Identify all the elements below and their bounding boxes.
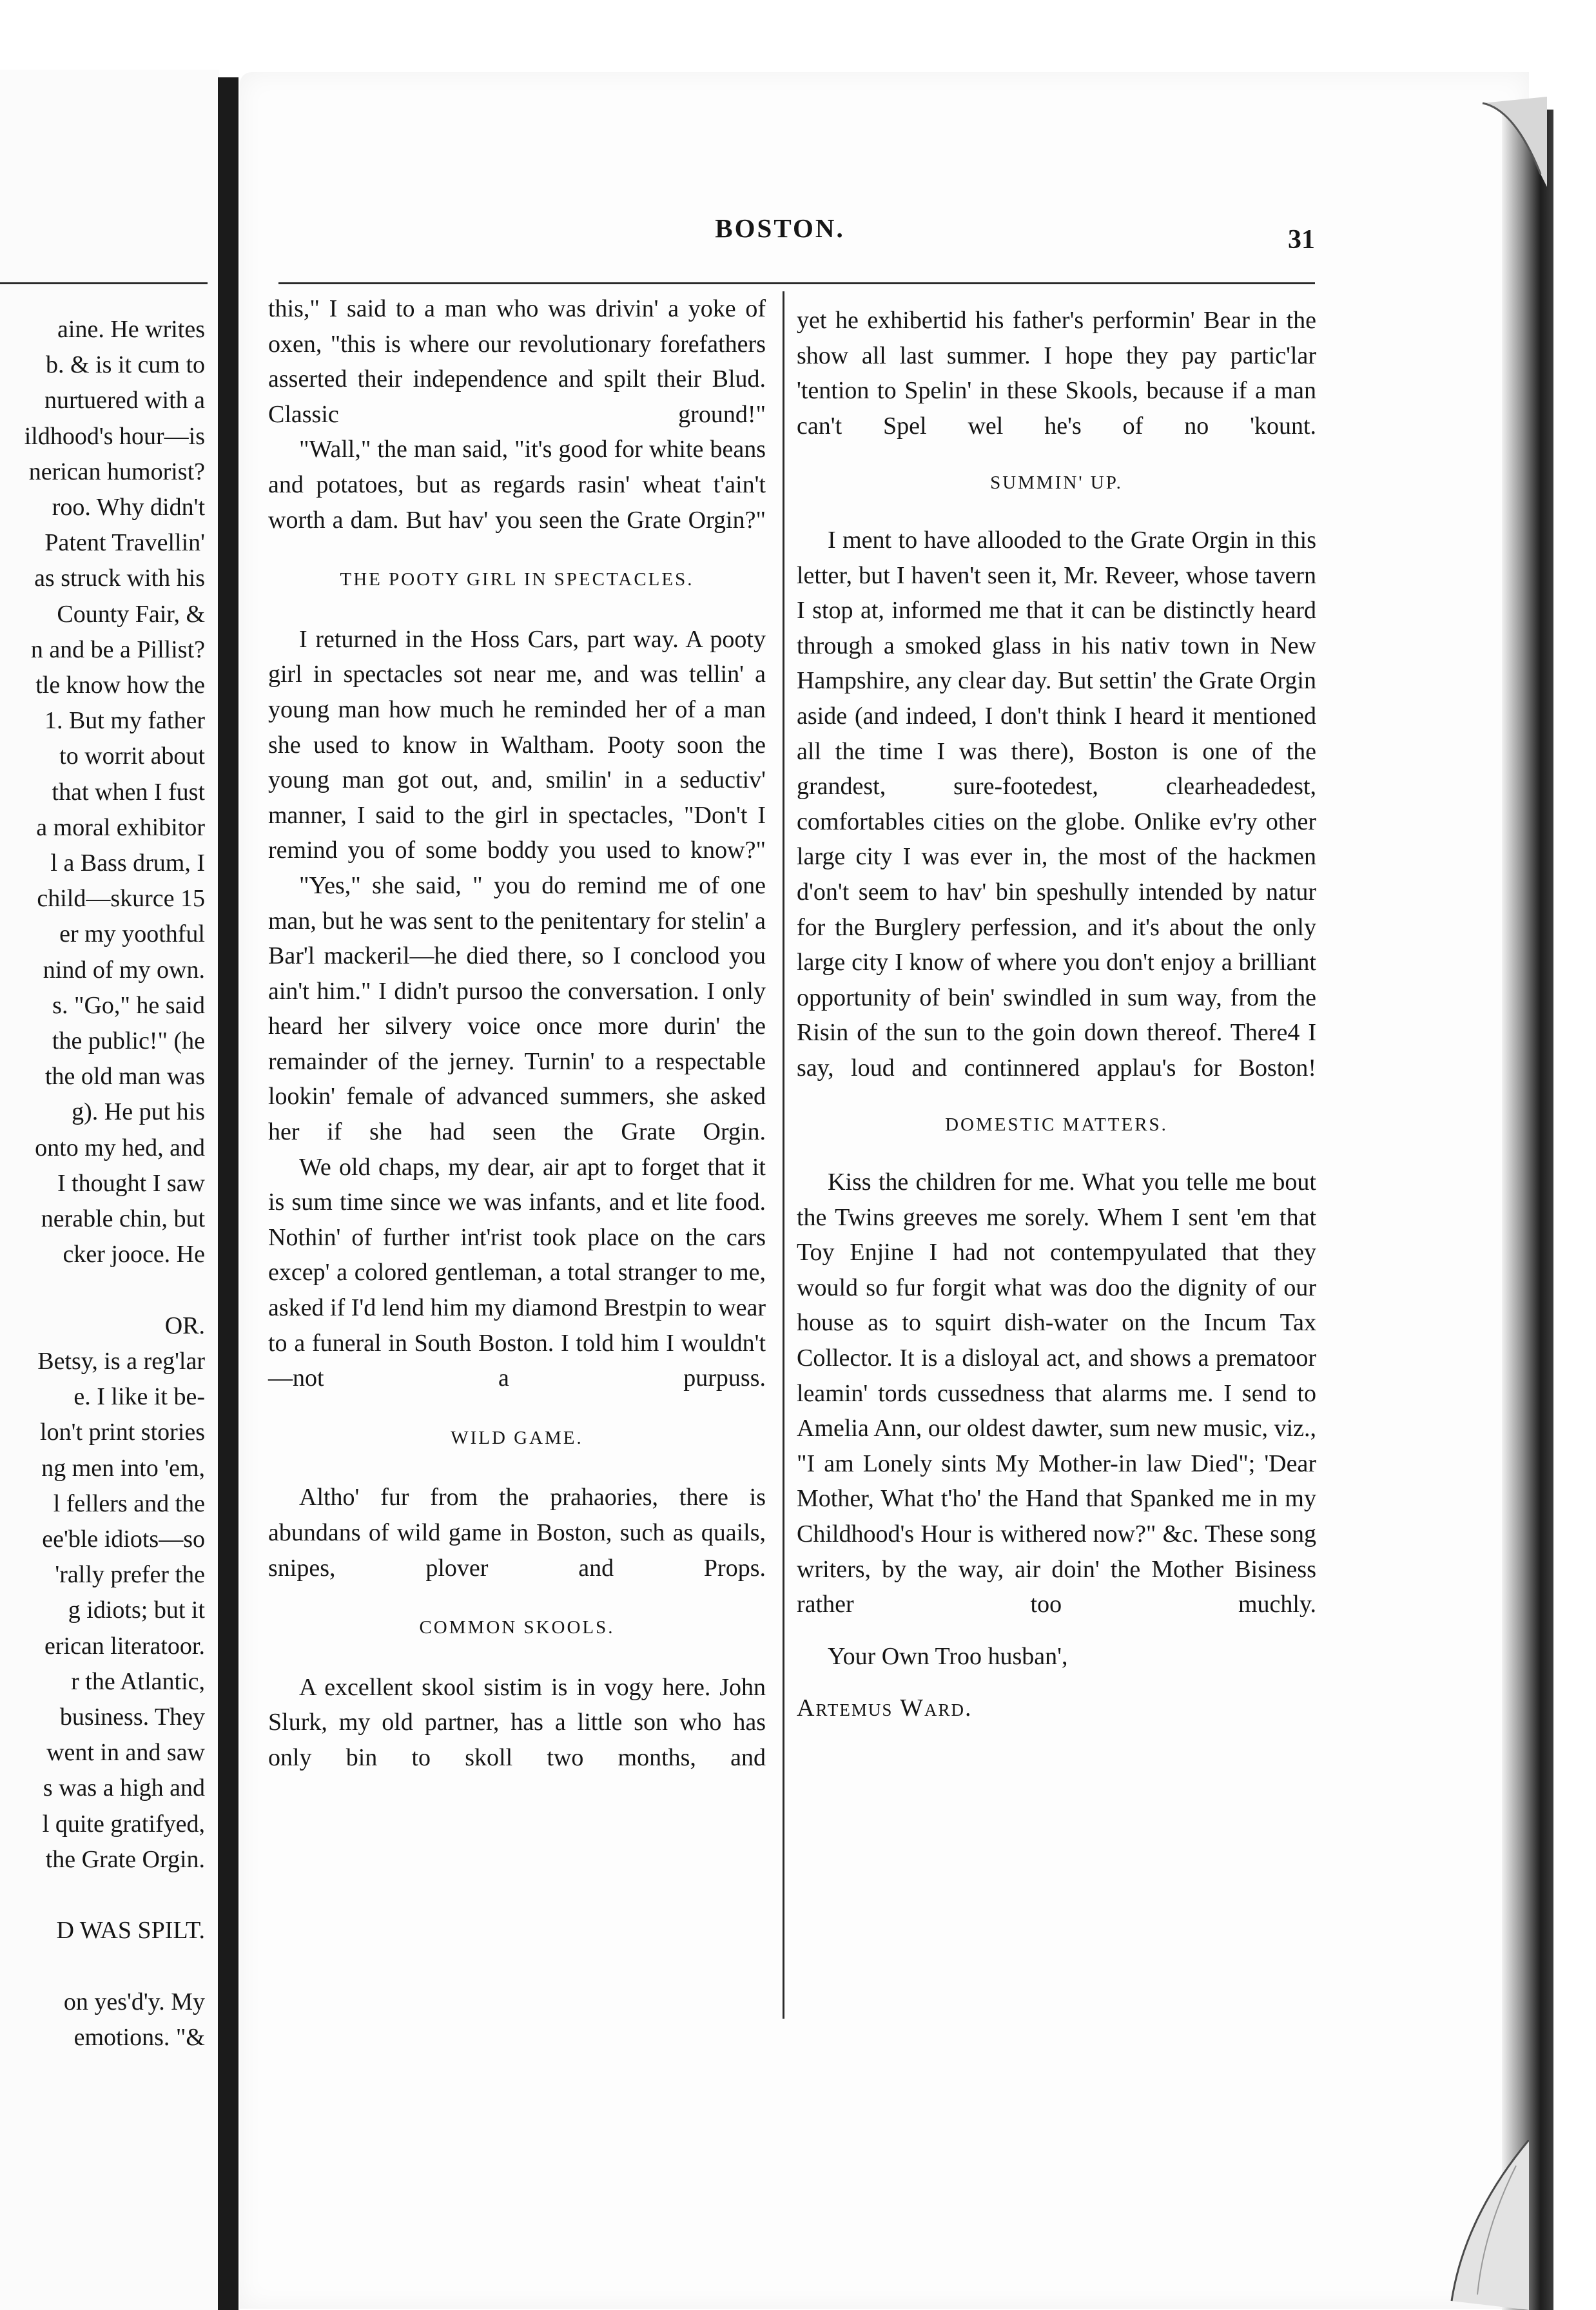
- facing-page-line: [0, 1272, 205, 1308]
- paragraph: yet he exhibertid his father's performin' Bear in the show all last summer. I hope they pay partic'lar 'tention to Spelin' in these Skools, because if a man can't Spel wel he's of no 'kount.: [797, 307, 1316, 440]
- facing-page-line: a moral exhibitor: [36, 813, 205, 841]
- facing-page-line: l fellers and the: [53, 1490, 205, 1517]
- facing-page-line: OR.: [164, 1312, 205, 1339]
- section-heading: WILD GAME.: [451, 1427, 583, 1448]
- facing-page-line: nurtuered with a: [44, 387, 205, 414]
- page-edge-shadow: [1502, 110, 1553, 2310]
- paragraph: "Yes," she said, " you do remind me of one man, but he was sent to the penitentary for stelin' a Bar'l mackeril—he died there, so I conclood you ain't him." I didn't pursoo the conversation. I only heard her silvery voice once more durin' the remainder of the jerney. Turnin' to a respectable lookin' female of advanced summers, she asked her if she had seen the Grate Orgin.: [268, 871, 766, 1146]
- facing-page-line: tle know how the: [35, 672, 205, 699]
- facing-page-line: D WAS SPILT.: [56, 1917, 205, 1945]
- column-divider: [783, 291, 784, 2019]
- paragraph: Altho' fur from the prahaories, there is abundans of wild game in Boston, such as quails, snipes, plover and Props.: [268, 1484, 766, 1582]
- text-column-right: [797, 303, 1316, 1726]
- facing-page-line: onto my hed, and: [35, 1134, 205, 1161]
- facing-page-line: the old man was: [44, 1063, 205, 1091]
- facing-page-line: ee'ble idiots—so: [42, 1525, 205, 1553]
- facing-page-line: roo. Why didn't: [52, 494, 205, 521]
- facing-page-line: [0, 1948, 205, 1984]
- paragraph: Kiss the children for me. What you telle me bout the Twins greeves me sorely. Whem I sent 'em that Toy Enjine I had not contempyulated that they would so fur forgit what was doo the dignity of our house as to squirt dish-water on the Incum Tax Collector. It is a disloyal act, and shows a prematoor leamin' tords cussedness that alarms me. I send to Amelia Ann, our oldest dawter, sum new music, viz., "I am Lonely sints My Mother-in law Died"; 'Dear Mother, What t'ho' the Hand that Spanked me in my Childhood's Hour is withered now?" &c. These song writers, by the way, air doin' the Mother Bisiness rather too muchly.: [797, 1169, 1316, 1618]
- paragraph: We old chaps, my dear, air apt to forget that it is sum time since we was infants, and et lite food. Nothin' of further int'rist took place on the cars excep' a colored gentleman, a total stranger to me, asked if I'd lend him my diamond Brestpin to wear to a funeral in South Boston. I told him I wouldn't—not a purpuss.: [268, 1153, 766, 1392]
- facing-page-line: s. "Go," he said: [52, 991, 205, 1019]
- facing-page-line: nerable chin, but: [41, 1205, 205, 1233]
- facing-page-line: erican literatoor.: [44, 1632, 205, 1660]
- facing-page-line: nerican humorist?: [28, 458, 205, 485]
- facing-page-line: b. & is it cum to: [46, 351, 205, 379]
- page-corner-top-icon: [1476, 97, 1547, 187]
- running-head: BOSTON.: [715, 213, 845, 243]
- facing-page-line: [0, 1878, 205, 1913]
- facing-page-line: emotions. "&: [73, 2023, 205, 2051]
- facing-page-line: the public!" (he: [52, 1027, 205, 1055]
- section-heading: COMMON SKOOLS.: [419, 1617, 615, 1638]
- paragraph: "Wall," the man said, "it's good for white beans and potatoes, but as regards rasin' wheat t'ain't worth a dam. But hav' you seen the Grate Orgin?": [268, 436, 766, 534]
- facing-page-line: Betsy, is a reg'lar: [37, 1347, 205, 1375]
- facing-page-line: business. They: [59, 1703, 205, 1731]
- facing-page-line: child—skurce 15: [37, 885, 205, 913]
- signature: Artemus Ward.: [797, 1694, 973, 1722]
- page-number: 31: [1288, 225, 1315, 255]
- facing-page-header-rule: [0, 282, 208, 284]
- facing-page-line: e. I like it be-: [73, 1383, 205, 1411]
- facing-page-line: g idiots; but it: [68, 1597, 205, 1624]
- facing-page-line: er my yoothful: [59, 920, 205, 948]
- facing-page-line: lon't print stories: [40, 1419, 205, 1446]
- facing-page-line: cker jooce. He: [63, 1241, 205, 1268]
- facing-page-line: on yes'd'y. My: [63, 1988, 205, 2015]
- facing-page-line: ng men into 'em,: [41, 1454, 205, 1482]
- facing-page-line: to worrit about: [59, 742, 205, 770]
- facing-page-line: Patent Travellin': [44, 529, 205, 557]
- facing-page-line: as struck with his: [34, 565, 205, 592]
- facing-page-text: [0, 312, 205, 2055]
- paragraph: A excellent skool sistim is in vogy here. John Slurk, my old partner, has a little son who has only bin to skoll two months, and: [268, 1673, 766, 1771]
- facing-page-line: 'rally prefer the: [55, 1561, 205, 1589]
- facing-page-line: s was a high and: [43, 1774, 205, 1802]
- paragraph: I ment to have allooded to the Grate Orgin in this letter, but I haven't seen it, Mr. Reveer, whose tavern I stop at, informed me that it can be distinctly heard through a smoked glass in his nativ town in New Hampshire, any clear day. But settin' the Grate Orgin aside (and indeed, I don't think I heard it mentioned all the time I was there), Boston is one of the grandest, sure-footedest, clearheadedest, comfortables cities on the globe. Onlike ev'ry other large city I was ever in, the most of the hackmen d'on't seem to hav' bin speshully intended by natur for the Burglery perfession, and it's about the only large city I know of where you don't enjoy a brilliant opportunity of bein' swindled in sum way, from the Risin of the sun to the goin down thereof. There4 I say, loud and continnered applau's for Boston!: [797, 526, 1316, 1082]
- book-gutter: [218, 77, 238, 2310]
- page-curl-icon: [1439, 2140, 1529, 2310]
- header-rule: [278, 282, 1315, 284]
- facing-page-line: r the Atlantic,: [71, 1667, 205, 1695]
- facing-page-line: aine. He writes: [57, 316, 205, 343]
- facing-page-line: the Grate Orgin.: [45, 1845, 205, 1873]
- facing-page-line: ildhood's hour—is: [24, 422, 205, 450]
- section-heading: THE POOTY GIRL IN SPECTACLES.: [340, 569, 694, 590]
- facing-page-line: 1. But my father: [44, 707, 205, 735]
- facing-page-line: I thought I saw: [57, 1169, 205, 1197]
- paragraph: I returned in the Hoss Cars, part way. A pooty girl in spectacles sot near me, and was tellin' a young man how much he reminded her of a man she used to know in Waltham. Pooty soon the young man got out, and, smilin' in a seductiv' manner, I said to the girl in spectacles, "Don't I remind you of some boddy you used to know?": [268, 625, 766, 864]
- facing-page-line: that when I fust: [52, 778, 205, 806]
- facing-page-line: l quite gratifyed,: [42, 1810, 205, 1838]
- facing-page-line: went in and saw: [46, 1739, 205, 1767]
- facing-page-line: nind of my own.: [43, 956, 205, 984]
- facing-page-line: g). He put his: [72, 1098, 205, 1126]
- paragraph: this," I said to a man who was drivin' a yoke of oxen, "this is where our revolutionary forefathers asserted their independence and spilt their Blud. Classic ground!": [268, 295, 766, 428]
- closing-line: Your Own Troo husban',: [828, 1642, 1068, 1670]
- section-heading: SUMMIN' UP.: [990, 472, 1123, 494]
- facing-page-line: County Fair, &: [57, 600, 205, 628]
- facing-page-line: l a Bass drum, I: [50, 849, 205, 877]
- facing-page-line: n and be a Pillist?: [30, 636, 205, 663]
- section-heading: DOMESTIC MATTERS.: [945, 1114, 1168, 1136]
- text-column-left: [268, 291, 766, 1776]
